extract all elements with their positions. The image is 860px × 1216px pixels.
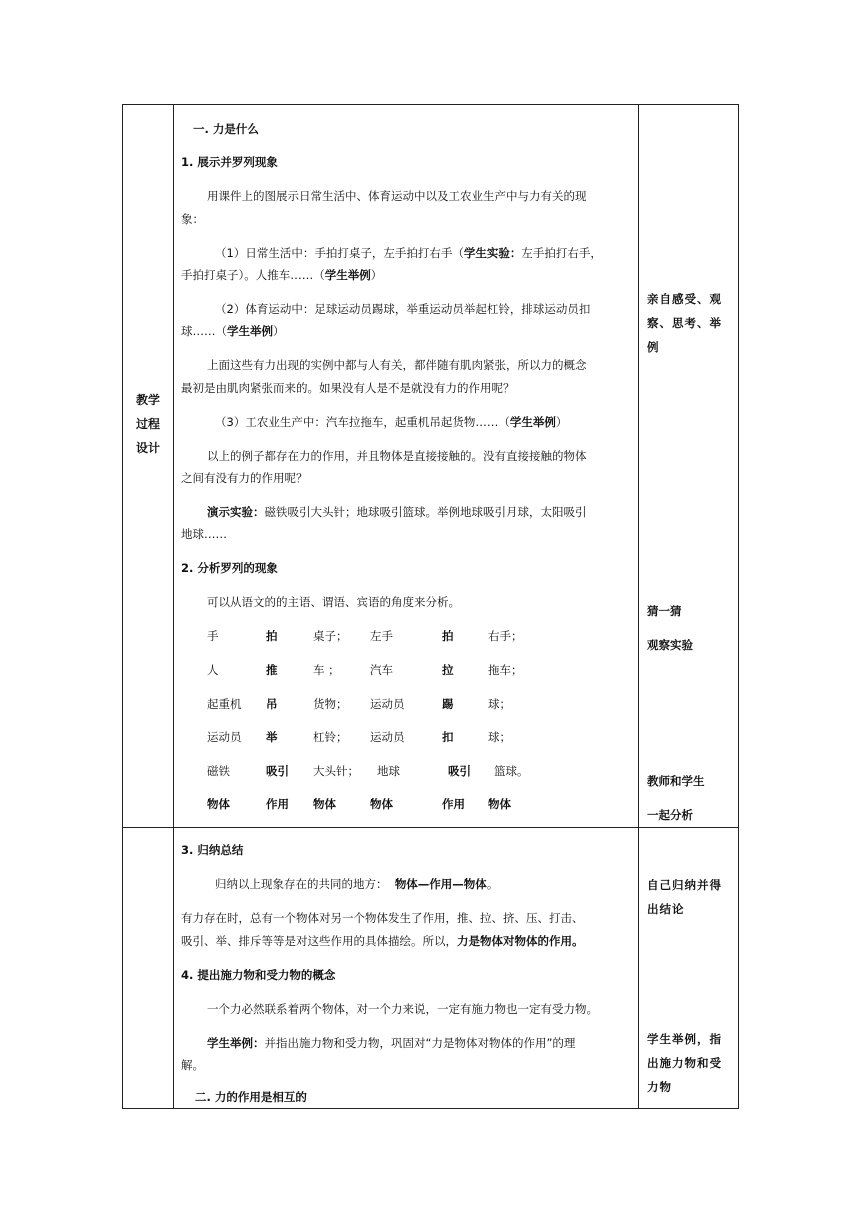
grid-cell: 磁铁 xyxy=(207,764,230,778)
text-run: 学生实验： xyxy=(463,246,522,260)
paragraph-line xyxy=(207,505,587,520)
paragraph-line xyxy=(215,246,602,261)
grid-cell: 作用 xyxy=(442,797,465,811)
paragraph-line: 地球…… xyxy=(181,527,227,541)
grid-cell: 球； xyxy=(488,697,511,711)
grid-cell: 举 xyxy=(266,730,278,744)
subheading: 3. 归纳总结 xyxy=(181,843,244,857)
paragraph-line xyxy=(181,934,584,949)
grid-cell: 拉 xyxy=(442,663,454,677)
grid-cell: 吸引 xyxy=(266,764,289,778)
side-note-line: 察、思考、举 xyxy=(647,316,722,330)
row-label-line: 教学 xyxy=(135,393,160,407)
text-run: 吸引、举、排斥等等是对这些作用的具体描绘。所以， xyxy=(181,934,457,948)
subheading: 4. 提出施力物和受力物的概念 xyxy=(181,968,336,982)
row-label-line: 设计 xyxy=(135,441,160,455)
text-run: 。 xyxy=(486,877,499,891)
side-note-line: 例 xyxy=(647,340,660,354)
text-run: 学生举例 xyxy=(509,415,556,429)
paragraph-line: 一个力必然联系着两个物体，对一个力来说，一定有施力物也一定有受力物。 xyxy=(207,1002,598,1016)
side-note-line: 自己归纳并得 xyxy=(647,878,722,892)
text-run: 学生举例： xyxy=(207,1036,265,1050)
grid-cell: 运动员 xyxy=(207,730,242,744)
side-note-line: 学生举例，指 xyxy=(647,1032,722,1046)
grid-cell: 桌子； xyxy=(313,629,348,643)
grid-cell: 拍 xyxy=(266,629,278,643)
text-run: （1）日常生活中：手拍打桌子，左手拍打右手（ xyxy=(215,246,464,260)
paragraph-line: 解。 xyxy=(181,1058,204,1072)
grid-cell: 货物； xyxy=(313,697,348,711)
text-run: 学生举例 xyxy=(324,268,371,282)
grid-cell: 吊 xyxy=(266,697,278,711)
text-run: 学生举例 xyxy=(227,324,273,338)
grid-cell: 作用 xyxy=(266,797,289,811)
side-note xyxy=(647,873,733,921)
side-note-line: 亲自感受、观 xyxy=(647,292,722,306)
grid-cell: 篮球。 xyxy=(494,764,529,778)
grid-cell: 球； xyxy=(488,730,511,744)
text-run: 手拍打桌子）。人推车……（ xyxy=(181,268,325,282)
side-note-line: 出施力物和受 xyxy=(647,1056,722,1070)
grid-cell: 大头针； xyxy=(313,764,359,778)
grid-cell: 拍 xyxy=(442,629,454,643)
column-divider xyxy=(173,105,174,1108)
row-divider xyxy=(123,827,738,828)
text-run: 磁铁吸引大头针；地球吸引篮球。举例地球吸引月球，太阳吸引 xyxy=(264,505,587,519)
paragraph-line: 上面这些有力出现的实例中都与人有关，都伴随有肌肉紧张，所以力的概念 xyxy=(207,358,587,372)
grid-cell: 扣 xyxy=(442,730,454,744)
grid-cell: 运动员 xyxy=(370,730,405,744)
paragraph-line xyxy=(181,268,382,283)
grid-cell: 推 xyxy=(266,663,278,677)
section-heading: 一. 力是什么 xyxy=(193,122,259,136)
text-run: 演示实验： xyxy=(207,505,265,519)
row-label xyxy=(123,388,173,460)
paragraph-line: 可以从语文的的主语、谓语、宾语的角度来分析。 xyxy=(207,595,460,609)
grid-cell: 地球 xyxy=(377,764,400,778)
grid-cell: 左手 xyxy=(370,629,393,643)
grid-cell: 杠铃； xyxy=(313,730,348,744)
paragraph-line xyxy=(215,415,567,430)
lesson-table xyxy=(122,104,739,1109)
grid-cell: 物体 xyxy=(313,797,336,811)
text-run: 球……（ xyxy=(181,324,227,338)
grid-cell: 踢 xyxy=(442,697,454,711)
text-run: ） xyxy=(555,415,568,429)
side-note: 一起分析 xyxy=(647,808,693,822)
grid-cell: 起重机 xyxy=(207,697,242,711)
text-run: ） xyxy=(370,268,383,282)
side-note xyxy=(647,1027,733,1099)
side-note xyxy=(647,287,733,359)
paragraph-line: 象： xyxy=(181,212,204,226)
grid-cell: 拖车； xyxy=(488,663,523,677)
subheading: 2. 分析罗列的现象 xyxy=(181,561,278,575)
paragraph-line: 之间有没有力的作用呢？ xyxy=(181,471,308,485)
text-run: 物体—作用—物体 xyxy=(394,877,487,891)
grid-cell: 物体 xyxy=(207,797,230,811)
grid-cell: 人 xyxy=(207,663,219,677)
paragraph-line: 以上的例子都存在力的作用，并且物体是直接接触的。没有直接接触的物体 xyxy=(207,449,587,463)
text-run: （3）工农业生产中：汽车拉拖车，起重机吊起货物……（ xyxy=(215,415,510,429)
grid-cell: 物体 xyxy=(370,797,393,811)
paragraph-line: 有力存在时，总有一个物体对另一个物体发生了作用，推、拉、挤、压、打击、 xyxy=(181,911,584,925)
text-run: 左手拍打右手， xyxy=(521,246,602,260)
paragraph-line: 最初是由肌肉紧张而来的。如果没有人是不是就没有力的作用呢？ xyxy=(181,381,515,395)
grid-cell: 汽车 xyxy=(370,663,393,677)
side-note: 猜一猜 xyxy=(647,604,682,618)
paragraph-line: 用课件上的图展示日常生活中、体育运动中以及工农业生产中与力有关的现 xyxy=(207,189,587,203)
paragraph-line xyxy=(215,877,498,892)
text-run: 并指出施力物和受力物，巩固对“力是物体对物体的作用”的理 xyxy=(264,1036,576,1050)
text-run: 力是物体对物体的作用。 xyxy=(457,934,584,948)
grid-cell: 车 ； xyxy=(313,663,340,677)
side-note-line: 出结论 xyxy=(647,902,685,916)
side-note-line: 力物 xyxy=(647,1080,672,1094)
grid-cell: 运动员 xyxy=(370,697,405,711)
grid-cell: 手 xyxy=(207,629,219,643)
text-run: 归纳以上现象存在的共同的地方： xyxy=(215,877,388,891)
text-run: ） xyxy=(273,324,285,338)
paragraph-line: （2）体育运动中：足球运动员踢球，举重运动员举起杠铃，排球运动员扣 xyxy=(215,302,591,316)
grid-cell: 右手； xyxy=(488,629,523,643)
section-heading: 二. 力的作用是相互的 xyxy=(195,1090,307,1104)
grid-cell: 吸引 xyxy=(448,764,471,778)
column-divider xyxy=(638,105,639,1108)
row-label-line: 过程 xyxy=(135,417,160,431)
side-note: 教师和学生 xyxy=(647,774,705,788)
paragraph-line xyxy=(207,1036,575,1051)
paragraph-line xyxy=(181,324,285,339)
side-note: 观察实验 xyxy=(647,638,693,652)
subheading: 1. 展示并罗列现象 xyxy=(181,155,278,169)
grid-cell: 物体 xyxy=(488,797,511,811)
